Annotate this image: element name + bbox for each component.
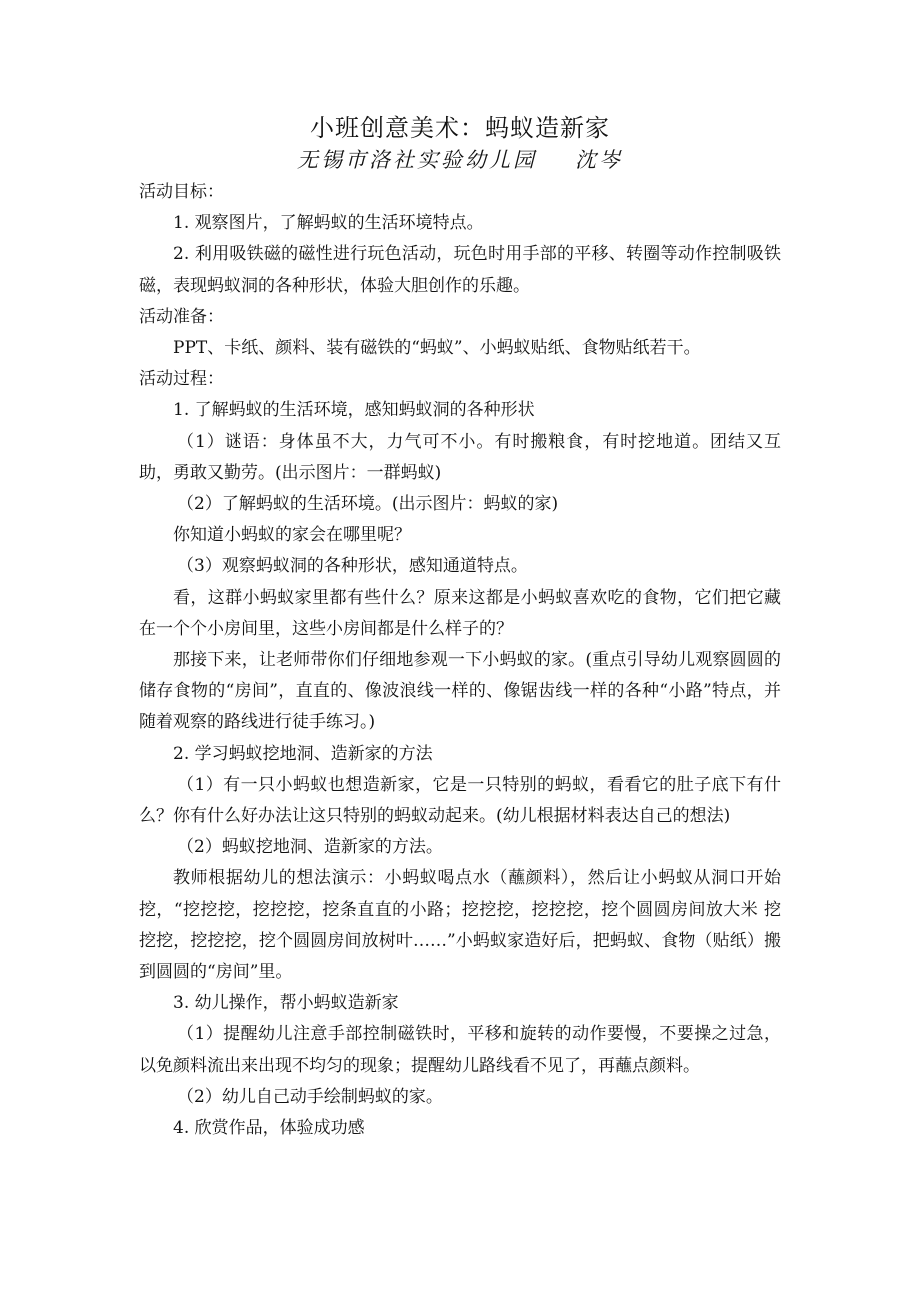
paragraph: PPT、卡纸、颜料、装有磁铁的“蚂蚁”、小蚂蚁贴纸、食物贴纸若干。 xyxy=(173,338,701,359)
paragraph: 看，这群小蚂蚁家里都有些什么？原来这都是小蚂蚁喜欢吃的食物，它们把它藏在一个个小房间里，这些小房间都是什么样子的？ xyxy=(139,587,781,639)
paragraph: （1）有一只小蚂蚁也想造新家，它是一只特别的蚂蚁，看看它的肚子底下有什么？你有什么好办法让这只特别的蚂蚁动起来。(幼儿根据材料表达自己的想法) xyxy=(139,774,781,827)
paragraph: （2）蚂蚁挖地洞、造新家的方法。 xyxy=(177,837,443,858)
paragraph: 那接下来，让老师带你们仔细地参观一下小蚂蚁的家。(重点引导幼儿观察圆圆的储存食物的“房间”，直直的、像波浪线一样的、像锯齿线一样的各种“小路”特点，并随着观察的路线进行徒手练习。) xyxy=(139,650,781,733)
author-organization: 无锡市洛社实验幼儿园 xyxy=(297,148,537,172)
paragraph: （1）提醒幼儿注意手部控制磁铁时，平移和旋转的动作要慢，不要操之过急，以免颜料流出来出现不均匀的现象；提醒幼儿路线看不见了，再蘸点颜料。 xyxy=(139,1024,781,1076)
paragraph: 2. 利用吸铁磁的磁性进行玩色活动，玩色时用手部的平移、转圈等动作控制吸铁磁，表现蚂蚁洞的各种形状，体验大胆创作的乐趣。 xyxy=(139,244,781,296)
paragraph: （1）谜语：身体虽不大，力气可不小。有时搬粮食，有时挖地道。团结又互助，勇敢又勤劳。(出示图片：一群蚂蚁) xyxy=(139,431,781,483)
paragraph: 2. 学习蚂蚁挖地洞、造新家的方法 xyxy=(173,743,433,764)
paragraph: 3. 幼儿操作，帮小蚂蚁造新家 xyxy=(173,993,399,1014)
paragraph: （2）幼儿自己动手绘制蚂蚁的家。 xyxy=(177,1086,443,1107)
document-body xyxy=(139,177,781,1144)
paragraph: 1. 观察图片，了解蚂蚁的生活环境特点。 xyxy=(173,213,484,234)
paragraph: 活动过程： xyxy=(139,369,224,390)
paragraph: 1. 了解蚂蚁的生活环境，感知蚂蚁洞的各种形状 xyxy=(173,400,535,421)
paragraph: 4. 欣赏作品，体验成功感 xyxy=(173,1118,365,1139)
document-author-line xyxy=(0,145,920,175)
paragraph: 活动准备： xyxy=(139,306,224,327)
paragraph: 教师根据幼儿的想法演示：小蚂蚁喝点水（蘸颜料），然后让小蚂蚁从洞口开始挖，“挖挖挖，挖挖挖，挖条直直的小路；挖挖挖，挖挖挖，挖个圆圆房间放大米 挖挖挖，挖挖挖，挖个圆圆房间放树叶……”小蚂蚁家造好后，把蚂蚁、食物（贴纸）搬到圆圆的“房间”里。 xyxy=(139,868,781,983)
paragraph: （2）了解蚂蚁的生活环境。(出示图片：蚂蚁的家) xyxy=(177,494,559,515)
document-title: 小班创意美术：蚂蚁造新家 xyxy=(310,114,610,142)
author-name: 沈岑 xyxy=(575,148,623,172)
paragraph: （3）观察蚂蚁洞的各种形状，感知通道特点。 xyxy=(177,556,528,577)
paragraph: 活动目标： xyxy=(139,182,224,202)
paragraph: 你知道小蚂蚁的家会在哪里呢？ xyxy=(173,525,411,546)
